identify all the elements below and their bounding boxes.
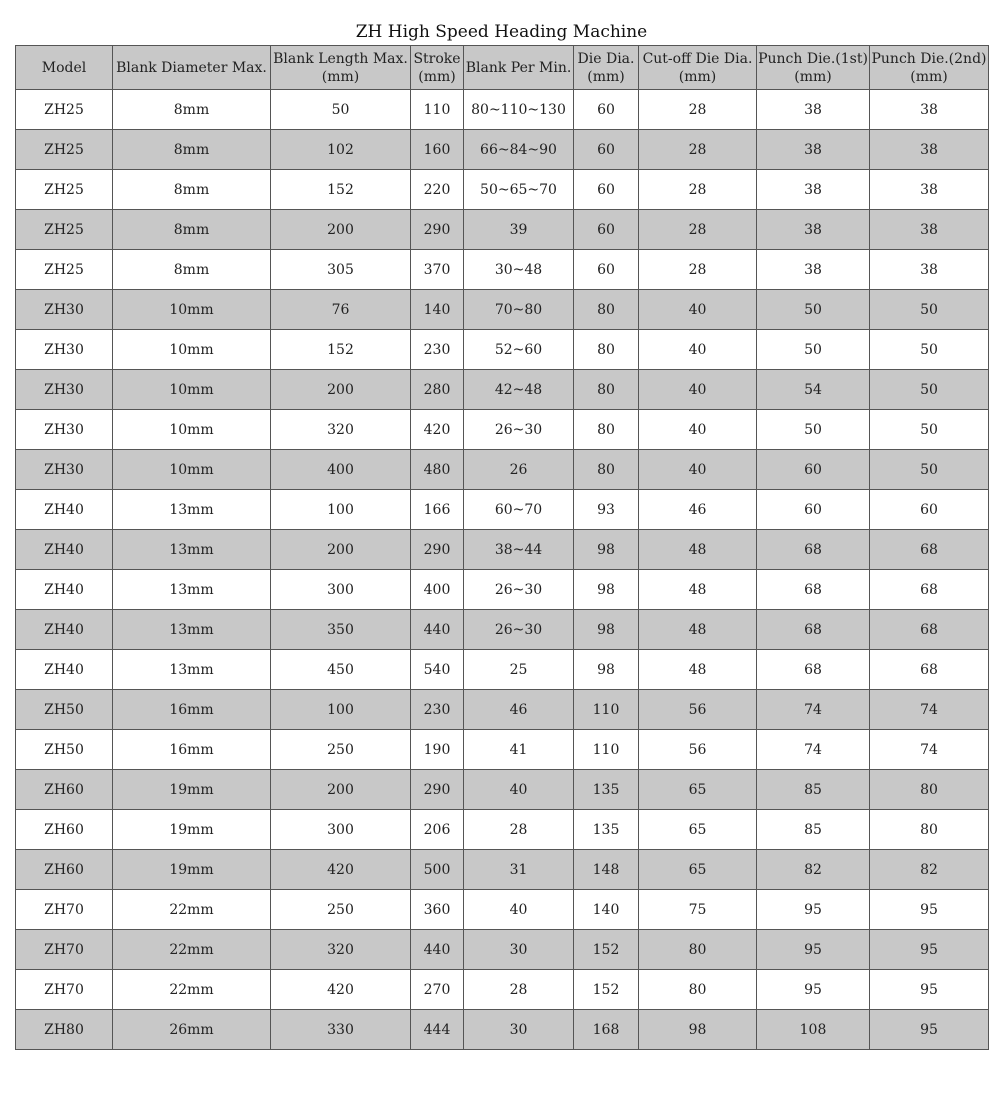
table-cell-blank-diameter-max: 8mm [113,130,271,170]
table-cell-cut-off-die-dia: 80 [639,970,757,1010]
table-cell-die-dia: 80 [574,410,639,450]
table-cell-punch-die-1st: 68 [757,610,870,650]
table-cell-cut-off-die-dia: 40 [639,330,757,370]
table-cell-model: ZH25 [16,250,113,290]
table-cell-punch-die-2nd: 68 [870,650,989,690]
table-cell-cut-off-die-dia: 48 [639,530,757,570]
table-cell-punch-die-2nd: 68 [870,530,989,570]
column-header-line: (mm) [418,68,456,85]
column-header-line: Blank Length Max. [273,50,408,67]
table-cell-die-dia: 60 [574,90,639,130]
table-cell-cut-off-die-dia: 40 [639,290,757,330]
table-cell-blank-length-max: 420 [271,850,411,890]
table-cell-punch-die-2nd: 80 [870,810,989,850]
column-header-blank-diameter-max [113,46,271,90]
table-cell-blank-diameter-max: 10mm [113,330,271,370]
table-cell-die-dia: 98 [574,570,639,610]
table-cell-blank-per-min: 60~70 [464,490,574,530]
column-header-line: (mm) [910,68,948,85]
table-cell-blank-length-max: 100 [271,690,411,730]
table-row [16,690,989,730]
table-cell-cut-off-die-dia: 65 [639,810,757,850]
table-cell-punch-die-1st: 68 [757,650,870,690]
table-cell-die-dia: 80 [574,370,639,410]
table-row [16,850,989,890]
table-cell-die-dia: 135 [574,810,639,850]
table-cell-model: ZH50 [16,690,113,730]
table-cell-punch-die-2nd: 68 [870,610,989,650]
table-cell-die-dia: 98 [574,530,639,570]
table-cell-die-dia: 148 [574,850,639,890]
table-cell-model: ZH40 [16,530,113,570]
table-cell-blank-length-max: 200 [271,210,411,250]
column-header-line: Blank Diameter Max. [116,59,267,76]
table-cell-punch-die-2nd: 60 [870,490,989,530]
table-cell-blank-diameter-max: 16mm [113,730,271,770]
table-cell-die-dia: 80 [574,450,639,490]
table-cell-blank-per-min: 26~30 [464,570,574,610]
table-cell-cut-off-die-dia: 75 [639,890,757,930]
table-cell-punch-die-2nd: 38 [870,170,989,210]
table-header-row [16,46,989,90]
table-cell-die-dia: 60 [574,250,639,290]
table-cell-blank-diameter-max: 13mm [113,570,271,610]
table-cell-model: ZH70 [16,970,113,1010]
table-cell-blank-diameter-max: 8mm [113,210,271,250]
table-cell-stroke: 140 [411,290,464,330]
table-cell-punch-die-1st: 82 [757,850,870,890]
column-header-cut-off-die-dia [639,46,757,90]
table-cell-punch-die-2nd: 74 [870,690,989,730]
table-cell-punch-die-1st: 95 [757,930,870,970]
table-cell-punch-die-1st: 50 [757,410,870,450]
table-cell-punch-die-1st: 68 [757,570,870,610]
table-cell-blank-length-max: 200 [271,770,411,810]
table-cell-stroke: 290 [411,210,464,250]
table-row [16,290,989,330]
table-cell-model: ZH30 [16,330,113,370]
column-header-line: Model [41,59,87,76]
table-cell-die-dia: 80 [574,330,639,370]
table-cell-punch-die-1st: 38 [757,170,870,210]
table-cell-model: ZH50 [16,730,113,770]
column-header-line: Punch Die.(2nd) [871,50,987,67]
table-cell-blank-per-min: 80~110~130 [464,90,574,130]
table-cell-model: ZH60 [16,850,113,890]
table-cell-punch-die-2nd: 38 [870,210,989,250]
table-cell-model: ZH60 [16,770,113,810]
table-cell-die-dia: 135 [574,770,639,810]
column-header-line: Stroke [413,50,461,67]
table-cell-blank-length-max: 300 [271,810,411,850]
table-row [16,970,989,1010]
page-title: ZH High Speed Heading Machine [355,22,648,42]
table-cell-stroke: 220 [411,170,464,210]
table-cell-blank-diameter-max: 22mm [113,930,271,970]
column-header-line: (mm) [587,68,625,85]
table-cell-cut-off-die-dia: 56 [639,730,757,770]
table-cell-model: ZH40 [16,610,113,650]
table-row [16,170,989,210]
table-cell-model: ZH40 [16,650,113,690]
table-row [16,370,989,410]
table-cell-cut-off-die-dia: 65 [639,770,757,810]
table-cell-punch-die-2nd: 38 [870,90,989,130]
table-cell-blank-diameter-max: 10mm [113,370,271,410]
column-header-line: Die Dia. [577,50,635,67]
table-cell-punch-die-2nd: 68 [870,570,989,610]
table-cell-punch-die-1st: 38 [757,210,870,250]
table-cell-model: ZH25 [16,130,113,170]
table-row [16,210,989,250]
table-cell-blank-per-min: 31 [464,850,574,890]
table-cell-blank-per-min: 26~30 [464,410,574,450]
table-cell-blank-length-max: 102 [271,130,411,170]
table-cell-punch-die-1st: 108 [757,1010,870,1050]
table-cell-die-dia: 140 [574,890,639,930]
table-cell-punch-die-1st: 50 [757,290,870,330]
table-cell-cut-off-die-dia: 40 [639,410,757,450]
table-row [16,1010,989,1050]
table-cell-blank-diameter-max: 8mm [113,90,271,130]
table-cell-stroke: 440 [411,930,464,970]
table-cell-punch-die-2nd: 50 [870,410,989,450]
table-cell-model: ZH70 [16,930,113,970]
table-cell-blank-length-max: 152 [271,170,411,210]
table-cell-blank-per-min: 70~80 [464,290,574,330]
table-cell-blank-diameter-max: 10mm [113,410,271,450]
table-cell-stroke: 500 [411,850,464,890]
table-cell-blank-length-max: 250 [271,730,411,770]
table-cell-blank-length-max: 200 [271,370,411,410]
table-row [16,250,989,290]
column-header-punch-die-1st [757,46,870,90]
table-cell-cut-off-die-dia: 56 [639,690,757,730]
table-row [16,410,989,450]
table-cell-cut-off-die-dia: 40 [639,370,757,410]
table-cell-blank-per-min: 41 [464,730,574,770]
table-cell-die-dia: 60 [574,170,639,210]
table-cell-cut-off-die-dia: 40 [639,450,757,490]
table-row [16,610,989,650]
column-header-stroke [411,46,464,90]
table-cell-blank-length-max: 330 [271,1010,411,1050]
table-cell-stroke: 230 [411,330,464,370]
table-cell-blank-diameter-max: 10mm [113,290,271,330]
table-cell-punch-die-2nd: 50 [870,330,989,370]
table-cell-blank-per-min: 30 [464,930,574,970]
table-cell-blank-diameter-max: 10mm [113,450,271,490]
table-cell-blank-length-max: 100 [271,490,411,530]
spec-table [15,45,989,1050]
table-cell-punch-die-1st: 85 [757,770,870,810]
table-cell-blank-diameter-max: 13mm [113,530,271,570]
table-cell-punch-die-2nd: 50 [870,370,989,410]
table-cell-die-dia: 168 [574,1010,639,1050]
table-cell-blank-length-max: 450 [271,650,411,690]
table-cell-blank-length-max: 350 [271,610,411,650]
table-cell-cut-off-die-dia: 28 [639,170,757,210]
table-cell-blank-length-max: 250 [271,890,411,930]
table-cell-stroke: 444 [411,1010,464,1050]
table-cell-stroke: 166 [411,490,464,530]
table-cell-blank-diameter-max: 19mm [113,810,271,850]
table-cell-cut-off-die-dia: 46 [639,490,757,530]
table-cell-punch-die-2nd: 95 [870,970,989,1010]
table-cell-stroke: 480 [411,450,464,490]
table-cell-die-dia: 110 [574,690,639,730]
table-cell-stroke: 540 [411,650,464,690]
table-cell-cut-off-die-dia: 48 [639,610,757,650]
table-row [16,650,989,690]
table-cell-blank-per-min: 28 [464,970,574,1010]
table-cell-stroke: 110 [411,90,464,130]
table-cell-blank-per-min: 52~60 [464,330,574,370]
table-cell-punch-die-1st: 74 [757,690,870,730]
table-cell-stroke: 370 [411,250,464,290]
table-cell-blank-per-min: 39 [464,210,574,250]
table-row [16,130,989,170]
table-cell-die-dia: 60 [574,130,639,170]
table-cell-stroke: 160 [411,130,464,170]
table-cell-blank-per-min: 26~30 [464,610,574,650]
column-header-line: (mm) [678,68,717,85]
table-cell-blank-per-min: 66~84~90 [464,130,574,170]
table-cell-model: ZH25 [16,170,113,210]
table-cell-blank-length-max: 50 [271,90,411,130]
table-cell-blank-per-min: 30~48 [464,250,574,290]
table-cell-die-dia: 152 [574,970,639,1010]
table-cell-punch-die-2nd: 82 [870,850,989,890]
table-cell-blank-diameter-max: 13mm [113,650,271,690]
table-cell-punch-die-1st: 38 [757,250,870,290]
table-row [16,570,989,610]
table-cell-punch-die-1st: 95 [757,970,870,1010]
table-cell-blank-length-max: 320 [271,410,411,450]
table-cell-punch-die-2nd: 95 [870,930,989,970]
table-cell-blank-length-max: 76 [271,290,411,330]
table-cell-blank-per-min: 28 [464,810,574,850]
table-cell-punch-die-2nd: 95 [870,890,989,930]
column-header-line: (mm) [321,68,360,85]
column-header-line: Blank Per Min. [465,59,572,76]
table-cell-punch-die-2nd: 74 [870,730,989,770]
table-cell-die-dia: 98 [574,650,639,690]
table-cell-punch-die-1st: 38 [757,130,870,170]
table-cell-punch-die-1st: 85 [757,810,870,850]
table-cell-punch-die-1st: 60 [757,490,870,530]
table-row [16,90,989,130]
table-cell-blank-per-min: 25 [464,650,574,690]
table-cell-stroke: 440 [411,610,464,650]
column-header-model [16,46,113,90]
table-cell-blank-length-max: 300 [271,570,411,610]
table-cell-blank-diameter-max: 16mm [113,690,271,730]
column-header-line: Punch Die.(1st) [758,50,868,67]
table-cell-punch-die-1st: 50 [757,330,870,370]
table-cell-punch-die-2nd: 50 [870,290,989,330]
column-header-line: (mm) [794,68,832,85]
table-cell-model: ZH25 [16,90,113,130]
table-row [16,730,989,770]
table-row [16,490,989,530]
table-cell-punch-die-1st: 74 [757,730,870,770]
table-cell-punch-die-2nd: 38 [870,130,989,170]
column-header-line: Cut-off Die Dia. [642,50,753,67]
table-cell-blank-per-min: 38~44 [464,530,574,570]
table-cell-die-dia: 152 [574,930,639,970]
table-cell-blank-length-max: 305 [271,250,411,290]
table-cell-model: ZH40 [16,570,113,610]
table-row [16,810,989,850]
table-cell-punch-die-1st: 95 [757,890,870,930]
table-cell-stroke: 360 [411,890,464,930]
table-cell-punch-die-1st: 54 [757,370,870,410]
table-cell-cut-off-die-dia: 80 [639,930,757,970]
table-cell-blank-diameter-max: 13mm [113,490,271,530]
table-cell-blank-diameter-max: 8mm [113,170,271,210]
table-cell-stroke: 230 [411,690,464,730]
table-row [16,770,989,810]
table-cell-stroke: 290 [411,770,464,810]
table-cell-stroke: 190 [411,730,464,770]
table-cell-cut-off-die-dia: 65 [639,850,757,890]
column-header-die-dia [574,46,639,90]
table-row [16,450,989,490]
column-header-blank-length-max [271,46,411,90]
table-cell-stroke: 420 [411,410,464,450]
table-cell-blank-per-min: 50~65~70 [464,170,574,210]
table-cell-stroke: 290 [411,530,464,570]
table-cell-blank-diameter-max: 19mm [113,770,271,810]
table-cell-stroke: 400 [411,570,464,610]
table-cell-model: ZH40 [16,490,113,530]
table-cell-stroke: 270 [411,970,464,1010]
table-cell-die-dia: 60 [574,210,639,250]
table-row [16,530,989,570]
table-cell-stroke: 280 [411,370,464,410]
table-cell-die-dia: 98 [574,610,639,650]
table-cell-blank-per-min: 40 [464,770,574,810]
table-cell-blank-per-min: 42~48 [464,370,574,410]
table-cell-die-dia: 110 [574,730,639,770]
table-cell-blank-length-max: 320 [271,930,411,970]
table-cell-blank-length-max: 400 [271,450,411,490]
table-cell-die-dia: 80 [574,290,639,330]
table-cell-blank-length-max: 200 [271,530,411,570]
table-cell-blank-diameter-max: 26mm [113,1010,271,1050]
table-cell-cut-off-die-dia: 28 [639,210,757,250]
table-cell-stroke: 206 [411,810,464,850]
table-row [16,930,989,970]
table-cell-blank-diameter-max: 8mm [113,250,271,290]
table-cell-cut-off-die-dia: 98 [639,1010,757,1050]
column-header-punch-die-2nd [870,46,989,90]
table-cell-cut-off-die-dia: 48 [639,650,757,690]
table-cell-model: ZH30 [16,290,113,330]
table-cell-die-dia: 93 [574,490,639,530]
table-cell-punch-die-1st: 68 [757,530,870,570]
table-cell-blank-diameter-max: 22mm [113,970,271,1010]
table-cell-punch-die-2nd: 80 [870,770,989,810]
table-row [16,330,989,370]
table-cell-punch-die-1st: 60 [757,450,870,490]
table-cell-cut-off-die-dia: 28 [639,250,757,290]
table-cell-blank-length-max: 152 [271,330,411,370]
table-cell-model: ZH60 [16,810,113,850]
table-cell-punch-die-2nd: 95 [870,1010,989,1050]
table-cell-blank-length-max: 420 [271,970,411,1010]
table-cell-model: ZH70 [16,890,113,930]
table-cell-blank-per-min: 46 [464,690,574,730]
table-cell-model: ZH30 [16,410,113,450]
table-cell-blank-per-min: 40 [464,890,574,930]
table-body [16,90,989,1050]
table-cell-punch-die-2nd: 50 [870,450,989,490]
table-cell-cut-off-die-dia: 28 [639,130,757,170]
table-cell-model: ZH25 [16,210,113,250]
table-cell-punch-die-2nd: 38 [870,250,989,290]
table-cell-cut-off-die-dia: 28 [639,90,757,130]
table-cell-punch-die-1st: 38 [757,90,870,130]
table-cell-cut-off-die-dia: 48 [639,570,757,610]
table-cell-model: ZH80 [16,1010,113,1050]
column-header-blank-per-min [464,46,574,90]
table-cell-model: ZH30 [16,370,113,410]
table-cell-blank-per-min: 30 [464,1010,574,1050]
table-cell-blank-per-min: 26 [464,450,574,490]
table-cell-blank-diameter-max: 13mm [113,610,271,650]
table-row [16,890,989,930]
table-cell-blank-diameter-max: 19mm [113,850,271,890]
table-cell-blank-diameter-max: 22mm [113,890,271,930]
table-cell-model: ZH30 [16,450,113,490]
